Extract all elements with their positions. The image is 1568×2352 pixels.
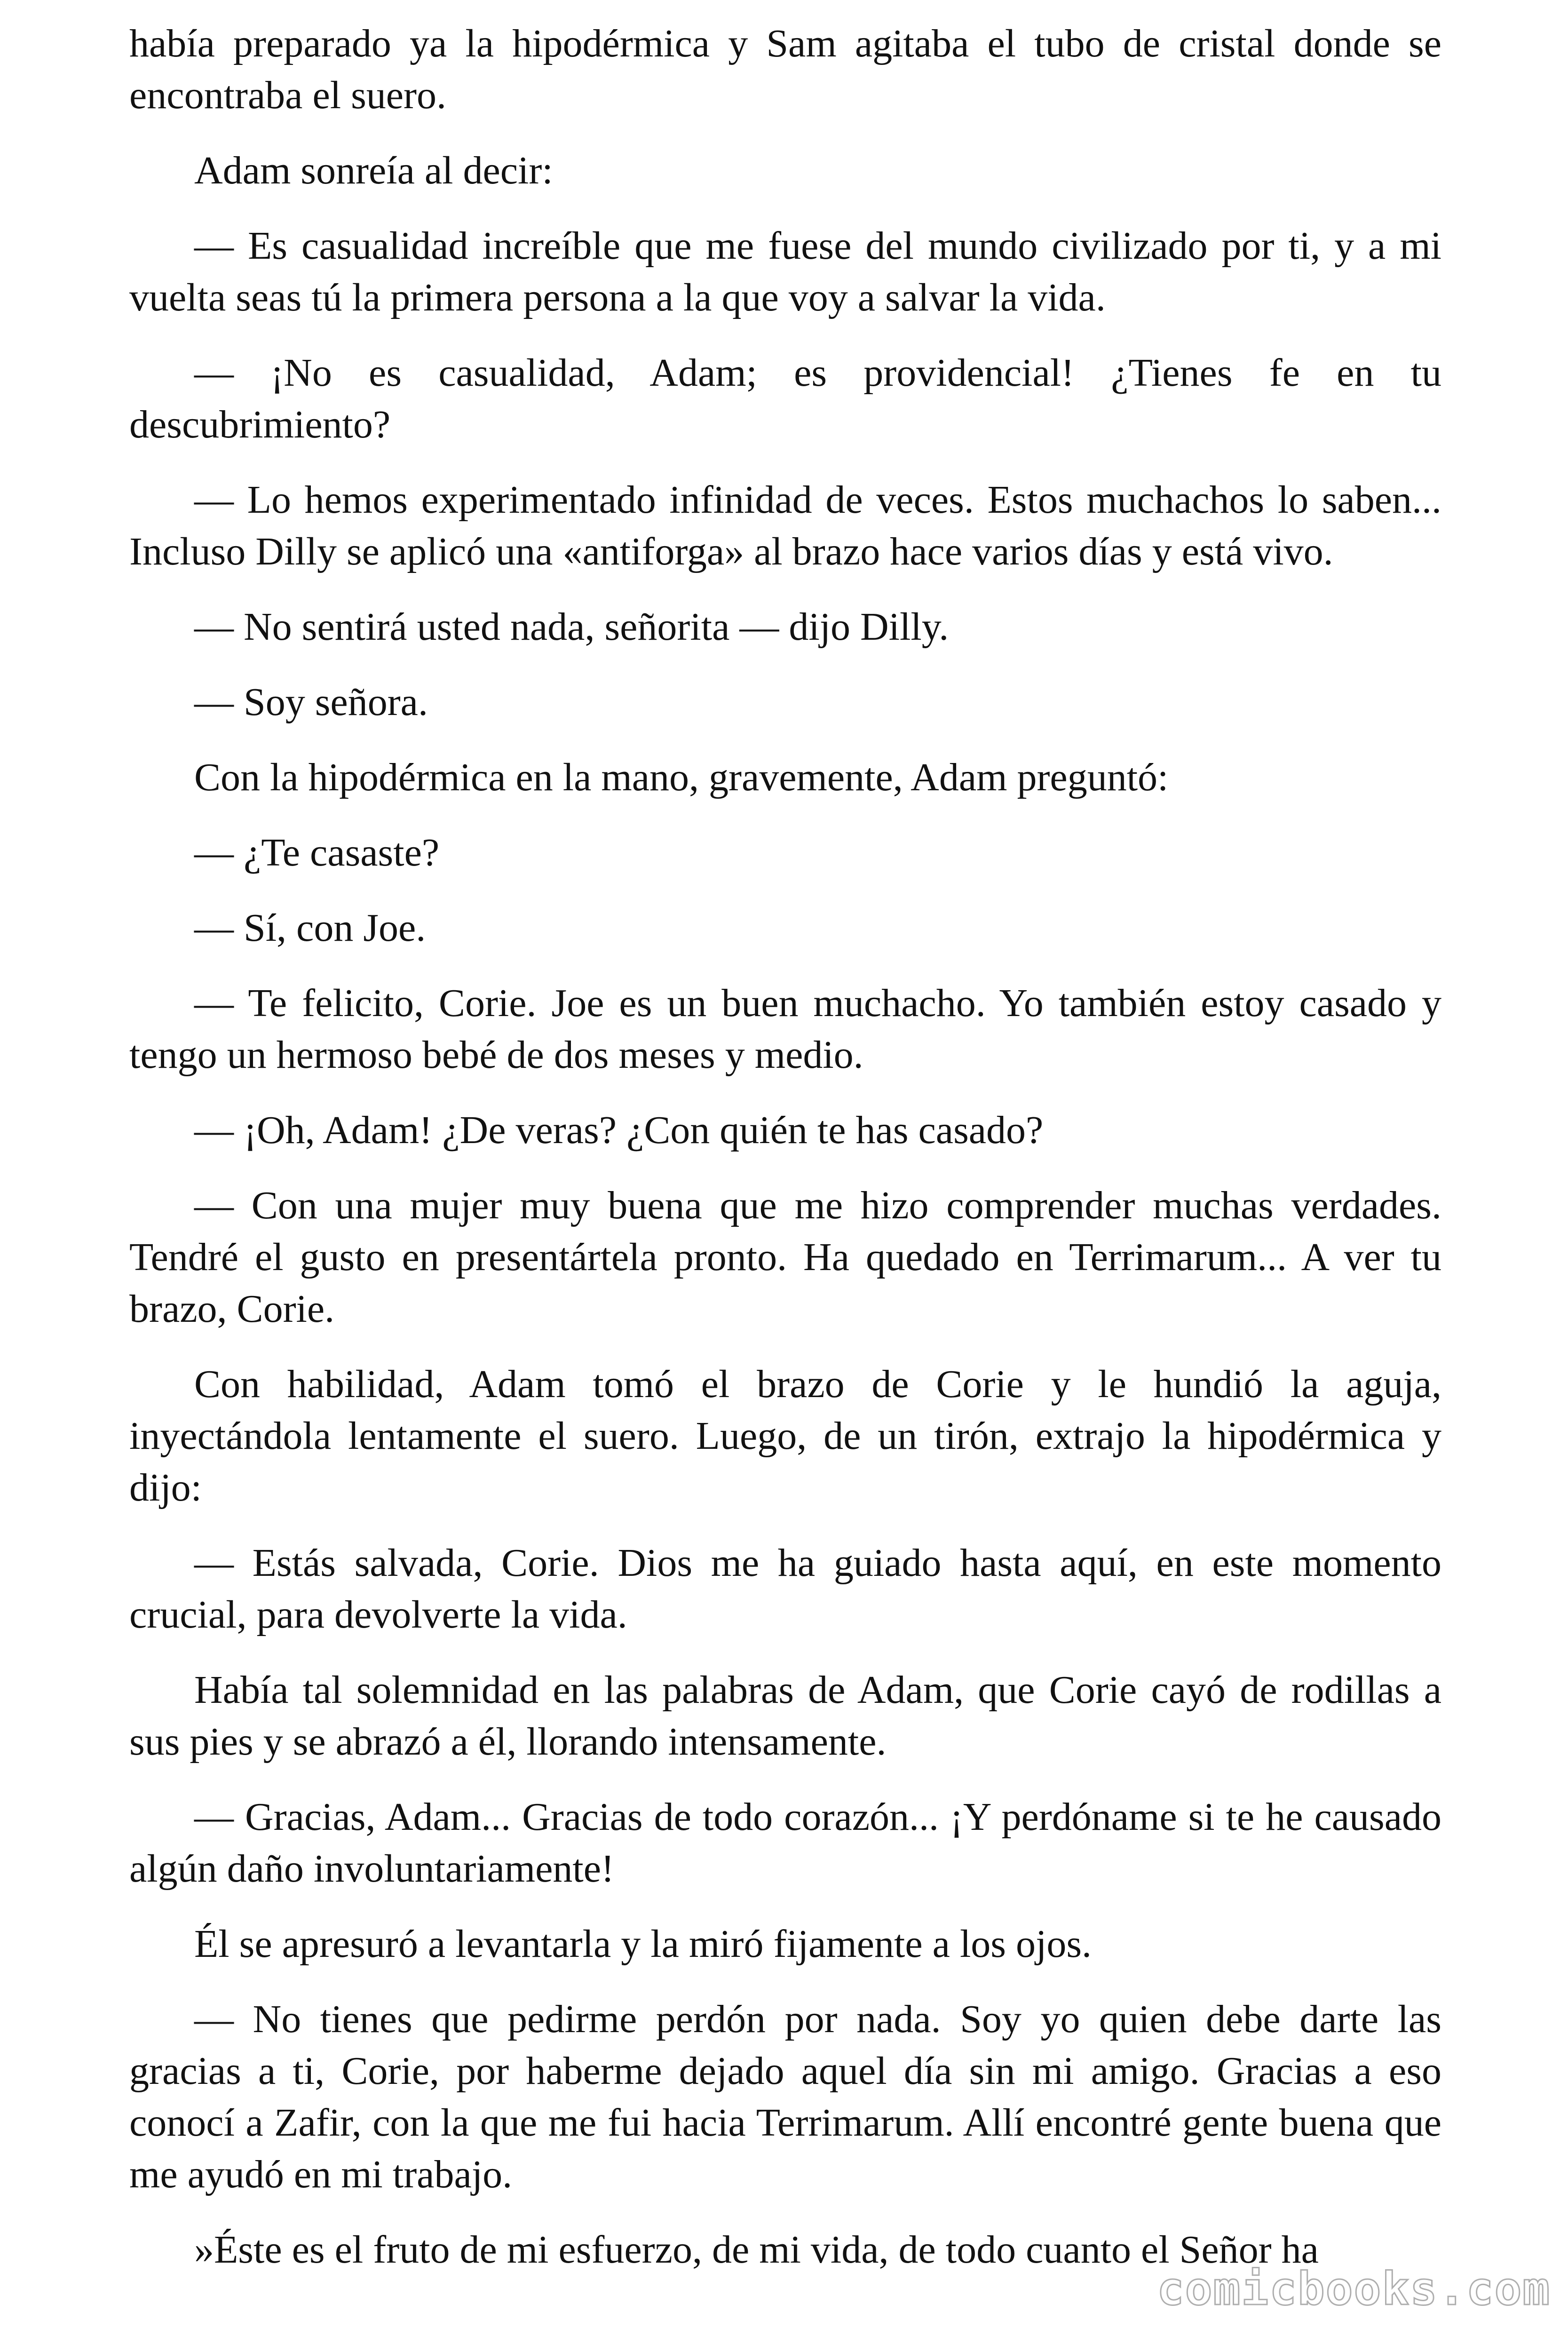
paragraph: Con habilidad, Adam tomó el brazo de Corie y le hundió la aguja, inyectándola lentamente el suero. Luego, de un tirón, extrajo la hipodérmica y dijo: bbox=[129, 1362, 1441, 1510]
paragraph: — Es casualidad increíble que me fuese del mundo civilizado por ti, y a mi vuelta seas tú la primera persona a la que voy a salvar la vida. bbox=[129, 224, 1441, 319]
page-text bbox=[129, 18, 1441, 2276]
paragraph: había preparado ya la hipodérmica y Sam agitaba el tubo de cristal donde se encontraba el suero. bbox=[129, 22, 1441, 117]
paragraph: — Gracias, Adam... Gracias de todo corazón... ¡Y perdóname si te he causado algún daño involuntariamente! bbox=[129, 1795, 1441, 1891]
paragraph: — ¡Oh, Adam! ¿De veras? ¿Con quién te has casado? bbox=[194, 1108, 1044, 1152]
paragraph: — Soy señora. bbox=[194, 680, 428, 724]
paragraph: — No tienes que pedirme perdón por nada. Soy yo quien debe darte las gracias a ti, Corie, por haberme dejado aquel día sin mi amigo. Gracias a eso conocí a Zafir, con la que me fui hacia Terrimarum. Allí encontré gente buena que me ayudó en mi trabajo. bbox=[129, 1997, 1441, 2196]
paragraph: — Sí, con Joe. bbox=[194, 906, 426, 950]
paragraph: Había tal solemnidad en las palabras de Adam, que Corie cayó de rodillas a sus pies y se abrazó a él, llorando intensamente. bbox=[129, 1668, 1441, 1764]
paragraph: — Te felicito, Corie. Joe es un buen muchacho. Yo también estoy casado y tengo un hermoso bebé de dos meses y medio. bbox=[129, 981, 1441, 1077]
paragraph: »Éste es el fruto de mi esfuerzo, de mi vida, de todo cuanto el Señor ha bbox=[194, 2228, 1319, 2272]
paragraph: — Estás salvada, Corie. Dios me ha guiado hasta aquí, en este momento crucial, para devolverte la vida. bbox=[129, 1541, 1441, 1637]
paragraph: — Lo hemos experimentado infinidad de veces. Estos muchachos lo saben... Incluso Dilly se aplicó una «antiforga» al brazo hace varios días y está vivo. bbox=[129, 478, 1441, 573]
paragraph: — ¿Te casaste? bbox=[194, 831, 440, 874]
paragraph: Con la hipodérmica en la mano, gravemente, Adam preguntó: bbox=[194, 755, 1169, 799]
paragraph: — Con una mujer muy buena que me hizo comprender muchas verdades. Tendré el gusto en presentártela pronto. Ha quedado en Terrimarum... A ver tu brazo, Corie. bbox=[129, 1184, 1441, 1331]
paragraph: Él se apresuró a levantarla y la miró fijamente a los ojos. bbox=[194, 1922, 1092, 1966]
watermark: comicbooks.com bbox=[1157, 2263, 1551, 2315]
paragraph: — ¡No es casualidad, Adam; es providencial! ¿Tienes fe en tu descubrimiento? bbox=[129, 351, 1441, 446]
paragraph: — No sentirá usted nada, señorita — dijo Dilly. bbox=[194, 605, 949, 649]
paragraph: Adam sonreía al decir: bbox=[194, 149, 553, 192]
